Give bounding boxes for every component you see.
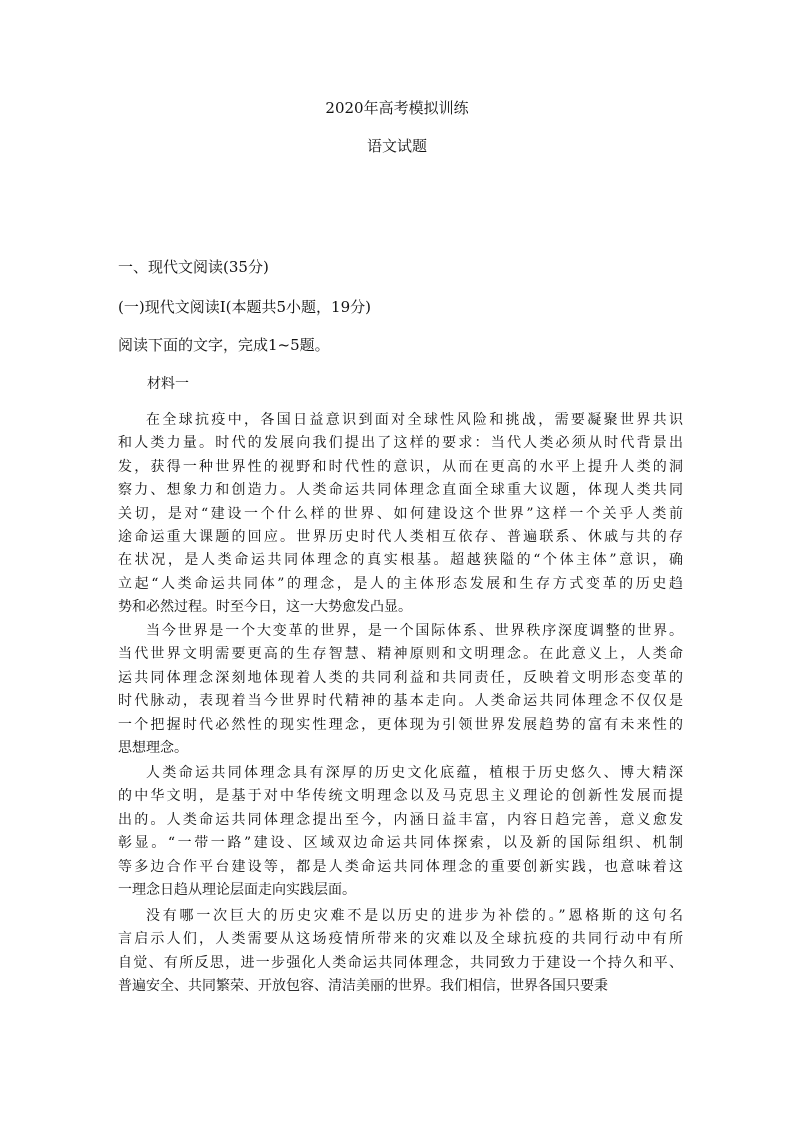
paragraph-line: 在状况，是人类命运共同体理念的真实根基。超越狭隘的“个体主体”意识，确 xyxy=(118,552,683,569)
paragraph-line: 途命运重大课题的回应。世界历史时代人类相互依存、普遍联系、休戚与共的存 xyxy=(118,529,683,546)
paragraph-line: 出的。人类命运共同体理念提出至今，内涵日益丰富，内容日趋完善，意义愈发 xyxy=(118,811,683,828)
paragraph-line: 普遍安全、共同繁荣、开放包容、清洁美丽的世界。我们相信，世界各国只要秉 xyxy=(118,978,608,995)
paragraph-line: 和人类力量。时代的发展向我们提出了这样的要求：当代人类必须从时代背景出 xyxy=(118,435,683,452)
paragraph-line: 言启示人们，人类需要从这场疫情所带来的灾难以及全球抗疫的共同行动中有所 xyxy=(118,931,683,948)
paragraph-line: 当今世界是一个大变革的世界，是一个国际体系、世界秩序深度调整的世界。 xyxy=(146,623,683,639)
paragraph-line: 一个把握时代必然性的现实性理念，更体现为引领世界发展趋势的富有未来性的 xyxy=(118,716,683,733)
paragraph-line: 思想理念。 xyxy=(118,740,188,757)
paragraph-line: 当代世界文明需要更高的生存智慧、精神原则和文明理念。在此意义上，人类命 xyxy=(118,646,683,663)
paragraph xyxy=(118,762,683,902)
exam-subject-title: 语文试题 xyxy=(366,137,427,155)
paragraph-line: 发，获得一种世界性的视野和时代性的意识，从而在更高的水平上提升人类的洞 xyxy=(118,458,683,475)
subsection-heading: (一)现代文阅读Ⅰ(本题共5小题，19分) xyxy=(118,298,371,316)
paragraph-line: 立起“人类命运共同体”的理念，是人的主体形态发展和生存方式变革的历史趋 xyxy=(118,575,683,592)
paragraph-line: 彰显。“一带一路”建设、区域双边命运共同体探索，以及新的国际组织、机制 xyxy=(118,835,683,852)
paragraph-line: 一理念日趋从理论层面走向实践层面。 xyxy=(118,882,356,899)
paragraph xyxy=(118,409,683,620)
paragraph xyxy=(118,620,683,760)
material-label: 材料一 xyxy=(147,376,189,392)
paragraph-line: 没有哪一次巨大的历史灾难不是以历史的进步为补偿的。”恩格斯的这句名 xyxy=(146,908,683,924)
paragraph-line: 的中华文明，是基于对中华传统文明理念以及马克思主义理论的创新性发展而提 xyxy=(118,788,683,805)
paragraph-line: 等多边合作平台建设等，都是人类命运共同体理念的重要创新实践，也意味着这 xyxy=(118,858,683,875)
paragraph-line: 时代脉动，表现着当今世界时代精神的基本走向。人类命运共同体理念不仅仅是 xyxy=(118,693,683,710)
paragraph-line: 人类命运共同体理念具有深厚的历史文化底蕴，植根于历史悠久、博大精深 xyxy=(146,765,683,781)
reading-instruction: 阅读下面的文字，完成1~5题。 xyxy=(118,336,330,354)
paragraph-line: 在全球抗疫中，各国日益意识到面对全球性风险和挑战，需要凝聚世界共识 xyxy=(146,412,683,428)
paragraph-line: 关切，是对“建设一个什么样的世界、如何建设这个世界”这样一个关乎人类前 xyxy=(118,505,683,522)
paragraph-line: 势和必然过程。时至今日，这一大势愈发凸显。 xyxy=(118,599,412,616)
paragraph xyxy=(118,905,683,999)
paragraph-line: 察力、想象力和创造力。人类命运共同体理念直面全球重大议题，体现人类共同 xyxy=(118,482,683,499)
paragraph-line: 自觉、有所反思，进一步强化人类命运共同体理念，共同致力于建设一个持久和平、 xyxy=(118,954,683,971)
exam-title: 2020年高考模拟训练 xyxy=(325,99,469,117)
section-heading: 一、现代文阅读(35分) xyxy=(118,258,269,276)
paragraph-line: 运共同体理念深刻地体现着人类的共同利益和共同责任，反映着文明形态变革的 xyxy=(118,669,683,686)
